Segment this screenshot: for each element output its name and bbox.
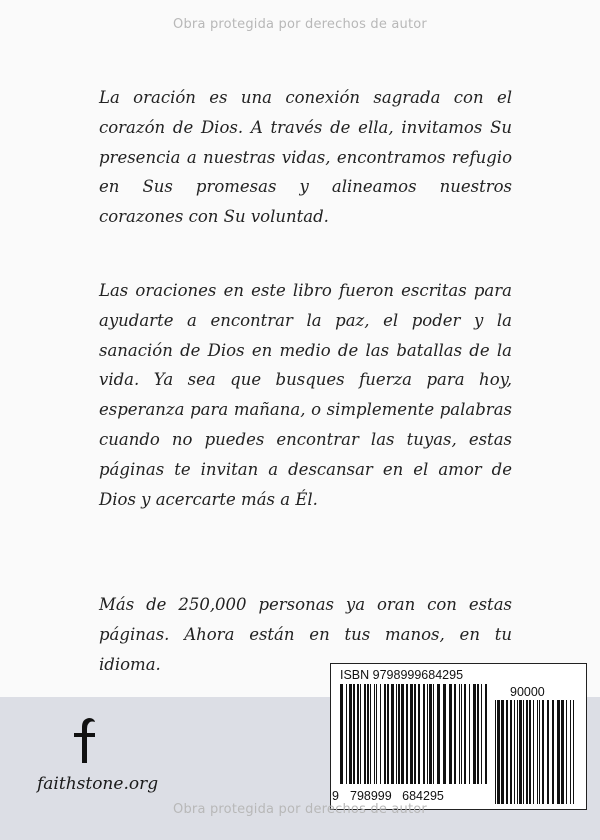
cross-logo-icon — [51, 715, 111, 765]
barcode-main-icon — [340, 684, 487, 784]
paragraph-2: Las oraciones en este libro fueron escritas para ayudarte a encontrar la paz, el poder y la sanación de Dios en medio de las batallas de la vida. Ya sea que busques fuerza para hoy, esperanza para mañana, o simplemente palabras cuando no puedes encontrar las tuyas, estas páginas te invitan a descansar en el amor de Dios y acercarte más a Él. — [99, 281, 512, 509]
price-code: 90000 — [510, 685, 545, 699]
isbn-label: ISBN 9798999684295 — [340, 668, 464, 682]
paragraph-3: Más de 250,000 personas ya oran con estas páginas. Ahora están en tus manos, en tu idioma. — [99, 595, 512, 674]
barcode-first-digit: 9 — [332, 789, 339, 803]
watermark-bottom: Obra protegida por derechos de autor — [173, 802, 427, 817]
paragraph-1: La oración es una conexión sagrada con el corazón de Dios. A través de ella, invitamos Su presencia a nuestras vidas, encontramos refugio en Sus promesas y alineamos nuestros corazones con Su voluntad. — [99, 88, 512, 227]
barcode-addon-icon — [495, 700, 575, 804]
watermark-top: Obra protegida por derechos de autor — [173, 17, 427, 32]
publisher-site: faithstone.org — [37, 774, 159, 794]
barcode-digits: 798999 684295 — [350, 789, 444, 803]
